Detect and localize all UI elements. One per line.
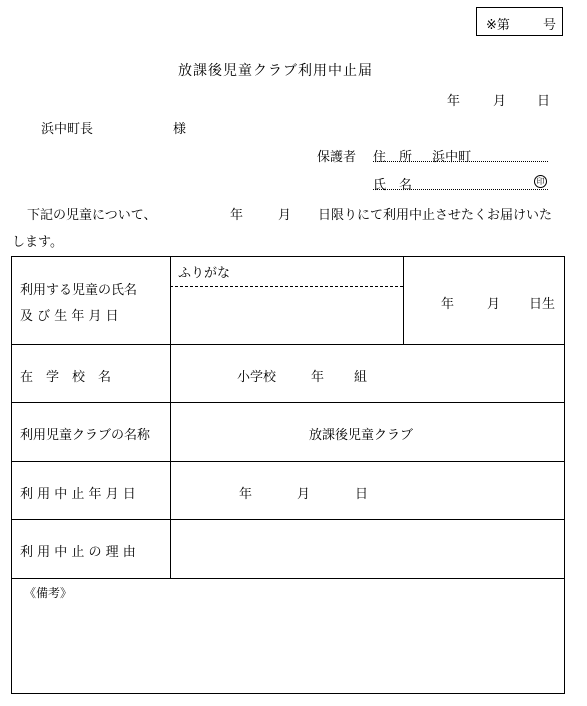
stop-date-label: 利 用 中 止 年 月 日 xyxy=(20,487,136,502)
birth-day: 日生 xyxy=(529,297,556,312)
receipt-number-box xyxy=(476,7,563,36)
stop-year: 年 xyxy=(239,487,253,502)
addressee-name: 浜中町長 xyxy=(41,122,94,137)
remarks-label: 《備考》 xyxy=(24,586,73,600)
row-divider-4 xyxy=(12,519,564,520)
address-value: 浜中町 xyxy=(432,150,472,165)
body-text-continuation: します。 xyxy=(12,235,63,250)
address-label: 住 所 xyxy=(373,150,413,165)
form-title: 放課後児童クラブ利用中止届 xyxy=(178,63,373,79)
furigana-dashed-line xyxy=(170,286,403,287)
form-table xyxy=(11,256,565,694)
label-column-divider xyxy=(170,257,171,578)
row-divider-3 xyxy=(12,461,564,462)
receipt-number-mark: ※第 xyxy=(486,18,510,33)
date-day: 日 xyxy=(537,94,551,109)
grade-suffix: 年 xyxy=(311,370,325,385)
body-text-end: 日限りにて利用中止させたくお届けいた xyxy=(318,208,553,223)
body-text-year: 年 xyxy=(230,208,244,223)
child-name-label-line1: 利用する児童の氏名 xyxy=(20,283,138,298)
stop-day: 日 xyxy=(355,487,369,502)
class-suffix: 組 xyxy=(354,370,368,385)
guardian-name-line xyxy=(373,174,548,193)
date-month: 月 xyxy=(493,94,507,109)
club-name-label: 利用児童クラブの名称 xyxy=(20,428,151,443)
receipt-number-suffix: 号 xyxy=(543,18,557,33)
addressee-honorific: 様 xyxy=(173,122,187,137)
body-text-start: 下記の児童について、 xyxy=(27,208,157,223)
birth-month: 月 xyxy=(487,297,501,312)
row-divider-1 xyxy=(12,344,564,345)
guardian-address-line xyxy=(373,146,548,165)
name-label: 氏 名 xyxy=(373,178,413,193)
row-divider-2 xyxy=(12,402,564,403)
child-name-label-line2: 及 び 生 年 月 日 xyxy=(20,309,119,324)
school-label: 在 学 校 名 xyxy=(20,370,112,385)
guardian-label: 保護者 xyxy=(317,150,357,165)
date-year: 年 xyxy=(447,94,461,109)
club-name: 放課後児童クラブ xyxy=(309,428,414,443)
birthdate-column-divider xyxy=(403,257,404,344)
stop-reason-label: 利 用 中 止 の 理 由 xyxy=(20,545,136,560)
school-suffix: 小学校 xyxy=(237,370,277,385)
birth-year: 年 xyxy=(441,297,455,312)
row-divider-5 xyxy=(12,578,564,579)
body-text-month: 月 xyxy=(278,208,292,223)
furigana-label: ふりがな xyxy=(178,266,231,281)
seal-mark-icon: 印 xyxy=(534,175,547,188)
stop-month: 月 xyxy=(297,487,311,502)
